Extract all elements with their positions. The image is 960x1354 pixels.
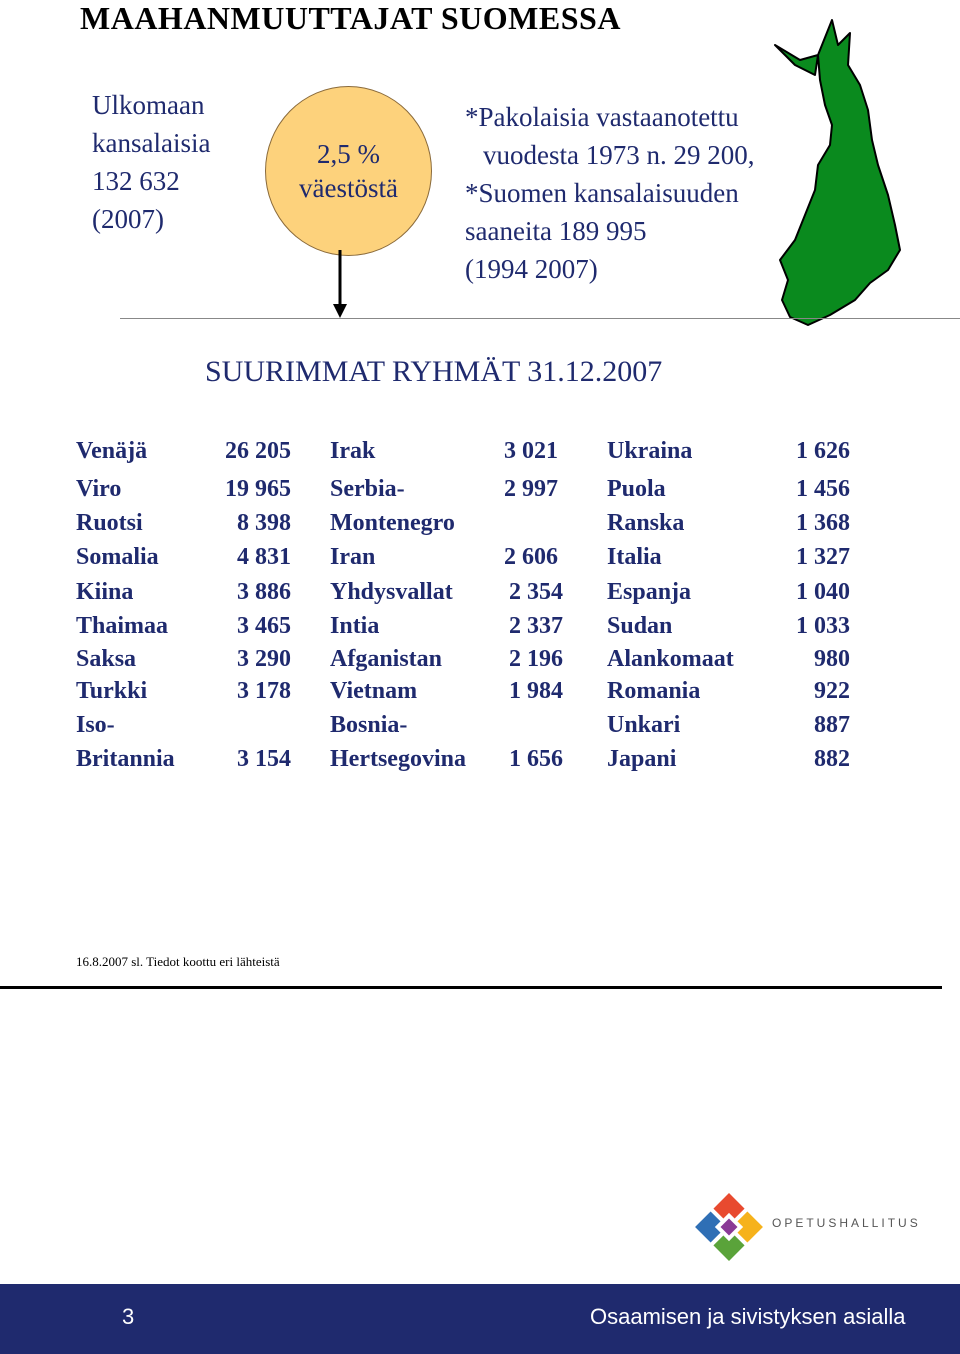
country-count: 922 bbox=[814, 678, 850, 704]
country-count: 3 178 bbox=[237, 678, 291, 704]
population-share-ellipse bbox=[265, 86, 432, 256]
country-name: Italia bbox=[607, 544, 662, 570]
finland-map-icon bbox=[760, 15, 910, 330]
country-name: Irak bbox=[330, 438, 376, 464]
list-item bbox=[607, 510, 850, 544]
country-name: Vietnam bbox=[330, 678, 418, 704]
country-count: 1 033 bbox=[796, 613, 850, 639]
country-count: 887 bbox=[814, 712, 850, 738]
opetushallitus-logo-icon bbox=[695, 1193, 763, 1261]
country-name: Iran bbox=[330, 544, 376, 570]
list-item bbox=[607, 678, 850, 712]
country-name: Ukraina bbox=[607, 438, 693, 464]
population-share-label: väestöstä bbox=[299, 173, 398, 203]
country-count: 8 398 bbox=[237, 510, 291, 536]
population-share-value: 2,5 % bbox=[317, 139, 380, 169]
refugee-info-line: saaneita 189 995 bbox=[465, 216, 647, 246]
page-number: 3 bbox=[122, 1304, 135, 1329]
country-count: 2 196 bbox=[509, 646, 563, 672]
divider-line bbox=[120, 318, 960, 319]
down-arrow-icon bbox=[330, 250, 350, 320]
footer-slogan: Osaamisen ja sivistyksen asialla bbox=[590, 1304, 906, 1329]
organization-logo-text: OPETUSHALLITUS bbox=[772, 1216, 921, 1230]
country-name: Montenegro bbox=[330, 510, 455, 536]
country-name: Japani bbox=[607, 746, 677, 772]
country-count: 882 bbox=[814, 746, 850, 772]
refugee-info-line: *Pakolaisia vastaanotettu bbox=[465, 102, 739, 132]
country-name: Unkari bbox=[607, 712, 681, 738]
country-name: Somalia bbox=[76, 544, 159, 570]
page-title: MAAHANMUUTTAJAT SUOMESSA bbox=[80, 0, 621, 36]
country-name: Intia bbox=[330, 613, 380, 639]
list-item bbox=[76, 712, 291, 746]
list-item bbox=[76, 438, 291, 472]
list-item bbox=[330, 613, 563, 647]
country-name: Saksa bbox=[76, 646, 137, 672]
country-name: Sudan bbox=[607, 613, 673, 639]
country-name: Romania bbox=[607, 678, 701, 704]
foreign-citizens-line: (2007) bbox=[92, 204, 164, 234]
list-item bbox=[607, 746, 850, 780]
source-footnote: 16.8.2007 sl. Tiedot koottu eri lähteistä bbox=[76, 954, 280, 969]
country-count: 3 021 bbox=[504, 438, 558, 464]
list-item bbox=[607, 544, 850, 578]
list-item bbox=[330, 510, 558, 544]
country-name: Bosnia- bbox=[330, 712, 408, 738]
list-item bbox=[76, 746, 291, 780]
list-item bbox=[76, 476, 291, 510]
list-item bbox=[607, 438, 850, 472]
country-count: 2 354 bbox=[509, 579, 563, 605]
list-item bbox=[330, 476, 558, 510]
country-name: Afganistan bbox=[330, 646, 443, 672]
country-name: Britannia bbox=[76, 746, 175, 772]
list-item bbox=[76, 646, 291, 680]
country-name: Serbia- bbox=[330, 476, 405, 502]
country-name: Thaimaa bbox=[76, 613, 169, 639]
country-count: 1 626 bbox=[796, 438, 850, 464]
list-item bbox=[330, 579, 563, 613]
list-item bbox=[76, 579, 291, 613]
foreign-citizens-line: kansalaisia bbox=[92, 128, 211, 158]
country-count: 19 965 bbox=[225, 476, 291, 502]
foreign-citizens-line: 132 632 bbox=[92, 166, 180, 196]
country-count: 1 368 bbox=[796, 510, 850, 536]
country-count: 2 997 bbox=[504, 476, 558, 502]
country-name: Ruotsi bbox=[76, 510, 143, 536]
list-item bbox=[76, 613, 291, 647]
country-count: 4 831 bbox=[237, 544, 291, 570]
country-name: Hertsegovina bbox=[330, 746, 466, 772]
country-name: Alankomaat bbox=[607, 646, 734, 672]
list-item bbox=[76, 544, 291, 578]
footer-divider bbox=[0, 986, 942, 989]
country-count: 1 040 bbox=[796, 579, 850, 605]
section-subtitle: SUURIMMAT RYHMÄT 31.12.2007 bbox=[205, 355, 663, 388]
list-item bbox=[607, 579, 850, 613]
list-item bbox=[330, 646, 563, 680]
country-count: 2 606 bbox=[504, 544, 558, 570]
country-count: 3 154 bbox=[237, 746, 291, 772]
list-item bbox=[607, 613, 850, 647]
country-count: 1 656 bbox=[509, 746, 563, 772]
list-item bbox=[330, 544, 558, 578]
list-item bbox=[76, 510, 291, 544]
groups-column-2 bbox=[330, 438, 563, 783]
country-count: 3 886 bbox=[237, 579, 291, 605]
country-name: Venäjä bbox=[76, 438, 148, 464]
list-item bbox=[607, 476, 850, 510]
country-count: 1 456 bbox=[796, 476, 850, 502]
country-name: Iso- bbox=[76, 712, 115, 738]
country-count: 26 205 bbox=[225, 438, 291, 464]
refugee-info-line: *Suomen kansalaisuuden bbox=[465, 178, 739, 208]
country-count: 1 984 bbox=[509, 678, 563, 704]
list-item bbox=[330, 678, 563, 712]
country-count: 3 465 bbox=[237, 613, 291, 639]
list-item bbox=[330, 712, 563, 746]
list-item bbox=[76, 678, 291, 712]
list-item bbox=[330, 746, 563, 780]
refugee-info-block bbox=[465, 98, 754, 288]
country-name: Espanja bbox=[607, 579, 692, 605]
foreign-citizens-block bbox=[92, 86, 210, 238]
list-item bbox=[607, 646, 850, 680]
foreign-citizens-line: Ulkomaan bbox=[92, 90, 205, 120]
country-count: 3 290 bbox=[237, 646, 291, 672]
country-count: 2 337 bbox=[509, 613, 563, 639]
country-count: 980 bbox=[814, 646, 850, 672]
country-name: Ranska bbox=[607, 510, 685, 536]
list-item bbox=[330, 438, 558, 472]
country-count: 1 327 bbox=[796, 544, 850, 570]
country-name: Puola bbox=[607, 476, 666, 502]
country-name: Viro bbox=[76, 476, 122, 502]
groups-column-3 bbox=[607, 438, 850, 783]
country-name: Yhdysvallat bbox=[330, 579, 453, 605]
list-item bbox=[607, 712, 850, 746]
groups-column-1 bbox=[76, 438, 291, 783]
refugee-info-line: vuodesta 1973 n. 29 200, bbox=[483, 140, 755, 170]
country-name: Kiina bbox=[76, 579, 134, 605]
country-name: Turkki bbox=[76, 678, 148, 704]
refugee-info-line: (1994 2007) bbox=[465, 254, 598, 284]
